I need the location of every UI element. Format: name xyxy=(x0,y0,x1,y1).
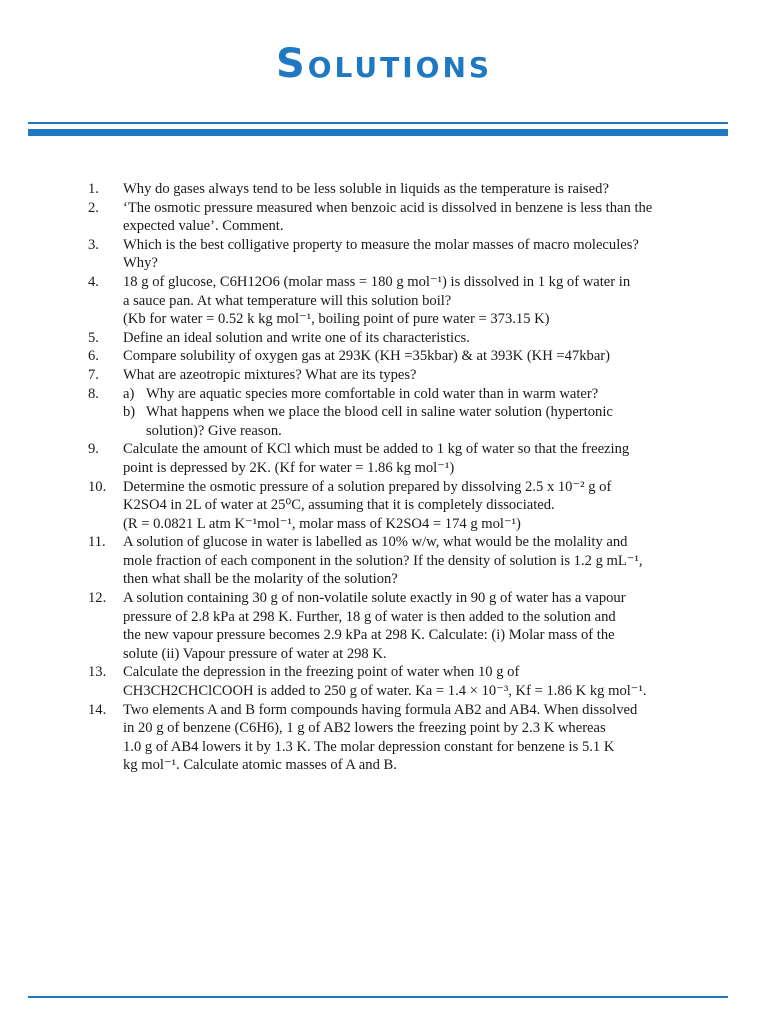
question-body xyxy=(123,180,678,199)
question-number: 8. xyxy=(88,385,99,402)
question-item xyxy=(88,478,678,534)
question-text-line: in 20 g of benzene (C6H6), 1 g of AB2 lowers the freezing point by 2.3 K whereas xyxy=(123,720,606,737)
question-text-line: Which is the best colligative property to measure the molar masses of macro molecules? xyxy=(123,236,639,253)
sub-question-label: b) xyxy=(123,404,136,421)
question-body xyxy=(123,385,678,441)
question-body xyxy=(123,701,678,775)
question-text-line: (R = 0.0821 L atm K⁻¹mol⁻¹, molar mass of K2SO4 = 174 g mol⁻¹) xyxy=(123,515,521,532)
question-text-line: Compare solubility of oxygen gas at 293K (KH =35kbar) & at 393K (KH =47kbar) xyxy=(123,348,611,365)
question-item xyxy=(88,329,678,348)
sub-question-text-line: What happens when we place the blood cell in saline water solution (hypertonic xyxy=(146,404,613,421)
question-list xyxy=(88,180,678,775)
question-text-line: Determine the osmotic pressure of a solution prepared by dissolving 2.5 x 10⁻² g of xyxy=(123,478,612,495)
sub-question xyxy=(123,403,678,440)
question-number: 4. xyxy=(88,273,99,290)
question-item xyxy=(88,589,678,663)
question-text-line: A solution containing 30 g of non-volatile solute exactly in 90 g of water has a vapour xyxy=(123,590,626,607)
question-body xyxy=(123,478,678,534)
question-number: 1. xyxy=(88,181,99,197)
question-text-line: Calculate the amount of KCl which must be added to 1 kg of water so that the freezing xyxy=(123,441,630,458)
question-body xyxy=(123,236,678,273)
question-item xyxy=(88,236,678,273)
header-rule-thin xyxy=(28,122,728,124)
question-item xyxy=(88,180,678,199)
question-body xyxy=(123,533,678,589)
question-text-line: point is depressed by 2K. (Kf for water = 1.86 kg mol⁻¹) xyxy=(123,459,455,476)
question-number: 14. xyxy=(88,701,107,718)
question-body xyxy=(123,347,678,366)
question-text-line: mole fraction of each component in the solution? If the density of solution is 1.2 g mL⁻¹, xyxy=(123,552,643,569)
question-number: 10. xyxy=(88,478,107,495)
header-rule-thick xyxy=(28,129,728,136)
question-text-line: kg mol⁻¹. Calculate atomic masses of A and B. xyxy=(123,757,397,774)
question-item xyxy=(88,385,678,441)
question-item xyxy=(88,440,678,477)
question-text-line: ‘The osmotic pressure measured when benzoic acid is dissolved in benzene is less than the xyxy=(123,199,653,216)
question-text-line: then what shall be the molarity of the solution? xyxy=(123,571,398,588)
question-text-line: (Kb for water = 0.52 k kg mol⁻¹, boiling point of pure water = 373.15 K) xyxy=(123,311,550,328)
question-text-line: What are azeotropic mixtures? What are its types? xyxy=(123,366,417,383)
question-text-line: 1.0 g of AB4 lowers it by 1.3 K. The molar depression constant for benzene is 5.1 K xyxy=(123,738,615,755)
question-number: 13. xyxy=(88,664,107,681)
question-text-line: Two elements A and B form compounds having formula AB2 and AB4. When dissolved xyxy=(123,701,638,718)
question-text-line: A solution of glucose in water is labelled as 10% w/w, what would be the molality and xyxy=(123,534,628,551)
question-text-line: solute (ii) Vapour pressure of water at 298 K. xyxy=(123,645,387,662)
question-number: 12. xyxy=(88,590,107,607)
sub-question-text-line: solution)? Give reason. xyxy=(146,422,282,439)
question-item xyxy=(88,701,678,775)
question-body xyxy=(123,199,678,236)
question-text-line: K2SO4 in 2L of water at 25⁰C, assuming that it is completely dissociated. xyxy=(123,497,555,514)
question-body xyxy=(123,329,678,348)
question-number: 11. xyxy=(88,534,106,551)
question-body xyxy=(123,273,678,329)
sub-question-body xyxy=(146,385,678,404)
question-body xyxy=(123,440,678,477)
question-number: 7. xyxy=(88,366,99,383)
question-text-line: 18 g of glucose, C6H12O6 (molar mass = 180 g mol⁻¹) is dissolved in 1 kg of water in xyxy=(123,273,631,290)
question-text-line: Define an ideal solution and write one of its characteristics. xyxy=(123,329,470,346)
page-title: Solutions xyxy=(275,41,493,87)
question-body xyxy=(123,589,678,663)
question-text-line: expected value’. Comment. xyxy=(123,218,284,235)
question-number: 6. xyxy=(88,348,99,365)
sub-question-text-line: Why are aquatic species more comfortable in cold water than in warm water? xyxy=(146,385,599,402)
question-item xyxy=(88,663,678,700)
question-number: 2. xyxy=(88,199,99,216)
question-text-line: pressure of 2.8 kPa at 298 K. Further, 18 g of water is then added to the solution and xyxy=(123,608,616,625)
question-text-line: Calculate the depression in the freezing point of water when 10 g of xyxy=(123,664,520,681)
question-text-line: the new vapour pressure becomes 2.9 kPa at 298 K. Calculate: (i) Molar mass of the xyxy=(123,627,615,644)
sub-question-body xyxy=(146,403,678,440)
question-text-line: a sauce pan. At what temperature will this solution boil? xyxy=(123,292,452,309)
question-number: 5. xyxy=(88,329,99,346)
question-text-line: Why do gases always tend to be less soluble in liquids as the temperature is raised? xyxy=(123,181,609,197)
question-item xyxy=(88,366,678,385)
question-text-line: Why? xyxy=(123,255,158,272)
question-number: 9. xyxy=(88,441,99,458)
sub-question-label: a) xyxy=(123,385,135,402)
question-item xyxy=(88,199,678,236)
question-body xyxy=(123,366,678,385)
question-item xyxy=(88,347,678,366)
question-number: 3. xyxy=(88,236,99,253)
footer-rule xyxy=(28,996,728,998)
question-text-line: CH3CH2CHClCOOH is added to 250 g of water. Ka = 1.4 × 10⁻³, Kf = 1.86 K kg mol⁻¹. xyxy=(123,683,647,700)
question-body xyxy=(123,663,678,700)
question-item xyxy=(88,273,678,329)
question-item xyxy=(88,533,678,589)
sub-question xyxy=(123,385,678,404)
